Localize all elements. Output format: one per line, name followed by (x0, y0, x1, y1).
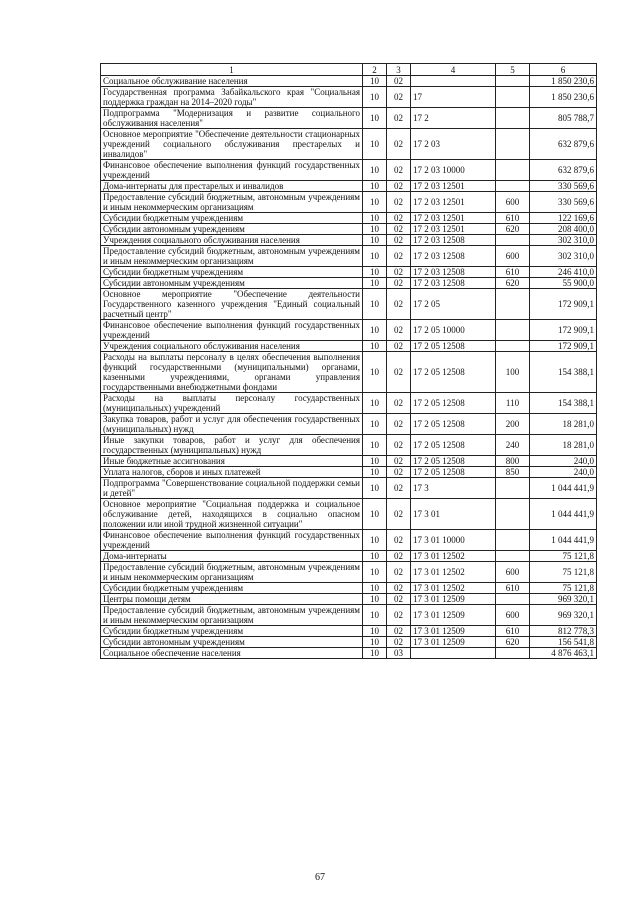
row-expense-type: 610 (496, 267, 530, 278)
row-subsection: 02 (387, 181, 411, 192)
row-target-code: 17 2 03 12508 (411, 246, 496, 267)
table-row (101, 562, 597, 583)
row-subsection: 02 (387, 278, 411, 289)
table-row (101, 246, 597, 267)
row-amount: 172 909,1 (530, 341, 597, 352)
row-target-code: 17 3 (411, 478, 496, 499)
row-expense-type (496, 160, 530, 181)
row-amount: 812 778,3 (530, 626, 597, 637)
row-subsection: 02 (387, 108, 411, 129)
row-expense-type: 620 (496, 637, 530, 648)
row-amount: 75 121,8 (530, 583, 597, 594)
row-amount: 1 044 441,9 (530, 499, 597, 530)
row-expense-type (496, 478, 530, 499)
row-expense-type: 610 (496, 583, 530, 594)
table-row (101, 235, 597, 246)
row-amount: 302 310,0 (530, 246, 597, 267)
row-expense-type (496, 530, 530, 551)
table-row (101, 76, 597, 87)
row-name: Субсидии автономным учреждениям (101, 224, 363, 235)
row-subsection: 02 (387, 235, 411, 246)
row-expense-type: 850 (496, 467, 530, 478)
row-subsection: 02 (387, 456, 411, 467)
row-name: Государственная программа Забайкальского края "Социальная поддержка граждан на 2014–2020 годы" (101, 87, 363, 108)
row-target-code: 17 2 05 (411, 289, 496, 320)
row-target-code: 17 2 05 12508 (411, 393, 496, 414)
row-subsection: 02 (387, 267, 411, 278)
row-name: Дома-интернаты (101, 551, 363, 562)
row-section: 10 (363, 278, 387, 289)
row-expense-type (496, 129, 530, 160)
row-section: 10 (363, 320, 387, 341)
table-row (101, 626, 597, 637)
row-section: 10 (363, 341, 387, 352)
row-subsection: 02 (387, 289, 411, 320)
row-subsection: 02 (387, 87, 411, 108)
table-row (101, 637, 597, 648)
row-amount: 18 281,0 (530, 435, 597, 456)
row-subsection: 02 (387, 583, 411, 594)
row-target-code: 17 3 01 12502 (411, 551, 496, 562)
row-amount: 1 044 441,9 (530, 478, 597, 499)
row-subsection: 02 (387, 160, 411, 181)
row-amount: 969 320,1 (530, 605, 597, 626)
row-name: Учреждения социального обслуживания населения (101, 341, 363, 352)
row-section: 10 (363, 594, 387, 605)
row-section: 10 (363, 605, 387, 626)
row-subsection: 02 (387, 594, 411, 605)
header-col-2: 2 (363, 64, 387, 76)
row-target-code: 17 2 03 12501 (411, 181, 496, 192)
page-number: 67 (315, 872, 325, 883)
row-target-code: 17 2 03 (411, 129, 496, 160)
table-row (101, 320, 597, 341)
row-expense-type (496, 87, 530, 108)
row-amount: 75 121,8 (530, 562, 597, 583)
row-subsection: 02 (387, 129, 411, 160)
row-subsection: 02 (387, 435, 411, 456)
row-name: Финансовое обеспечение выполнения функций государственных учреждений (101, 160, 363, 181)
row-name: Социальное обеспечение населения (101, 648, 363, 659)
row-target-code: 17 (411, 87, 496, 108)
row-amount: 4 876 463,1 (530, 648, 597, 659)
row-name: Основное мероприятие "Социальная поддержка и социальное обслуживание детей, находящихся в социально опасном положении или иной трудной жизненной ситуации" (101, 499, 363, 530)
header-row (101, 64, 597, 76)
row-name: Основное мероприятие "Обеспечение деятельности стационарных учреждений социального обслуживания престарелых и инвалидов" (101, 129, 363, 160)
row-section: 10 (363, 224, 387, 235)
row-section: 10 (363, 456, 387, 467)
row-subsection: 02 (387, 467, 411, 478)
row-amount: 240,0 (530, 467, 597, 478)
table-row (101, 213, 597, 224)
row-name: Предоставление субсидий бюджетным, автономным учреждениям и иным некоммерческим организациям (101, 605, 363, 626)
row-name: Субсидии бюджетным учреждениям (101, 583, 363, 594)
row-section: 10 (363, 181, 387, 192)
table-row (101, 278, 597, 289)
row-target-code (411, 76, 496, 87)
row-name: Центры помощи детям (101, 594, 363, 605)
row-name: Иные закупки товаров, работ и услуг для обеспечения государственных (муниципальных) нужд (101, 435, 363, 456)
row-name: Субсидии бюджетным учреждениям (101, 267, 363, 278)
table-header (101, 64, 597, 76)
row-expense-type: 110 (496, 393, 530, 414)
row-target-code (411, 648, 496, 659)
row-expense-type (496, 289, 530, 320)
row-section: 10 (363, 637, 387, 648)
row-name: Социальное обслуживание населения (101, 76, 363, 87)
table-row (101, 352, 597, 393)
table-row (101, 192, 597, 213)
row-amount: 969 320,1 (530, 594, 597, 605)
table-row (101, 583, 597, 594)
row-section: 10 (363, 289, 387, 320)
table-row (101, 648, 597, 659)
row-section: 10 (363, 467, 387, 478)
header-col-5: 5 (496, 64, 530, 76)
row-amount: 246 410,0 (530, 267, 597, 278)
table-row (101, 530, 597, 551)
header-col-1: 1 (101, 64, 363, 76)
row-target-code: 17 3 01 12509 (411, 637, 496, 648)
row-expense-type: 620 (496, 224, 530, 235)
row-target-code: 17 3 01 12509 (411, 605, 496, 626)
row-target-code: 17 3 01 (411, 499, 496, 530)
row-name: Иные бюджетные ассигнования (101, 456, 363, 467)
row-target-code: 17 2 05 12508 (411, 456, 496, 467)
table-row (101, 551, 597, 562)
row-target-code: 17 3 01 10000 (411, 530, 496, 551)
row-amount: 330 569,6 (530, 181, 597, 192)
row-subsection: 02 (387, 530, 411, 551)
row-subsection: 02 (387, 224, 411, 235)
row-amount: 172 909,1 (530, 320, 597, 341)
row-name: Финансовое обеспечение выполнения функций государственных учреждений (101, 530, 363, 551)
row-target-code: 17 3 01 12502 (411, 562, 496, 583)
row-name: Субсидии бюджетным учреждениям (101, 213, 363, 224)
row-name: Расходы на выплаты персоналу в целях обеспечения выполнения функций государственными (муниципальными) органами, казенными учреждениями, органами управления государственными внебюджетными фондами (101, 352, 363, 393)
row-name: Учреждения социального обслуживания населения (101, 235, 363, 246)
row-subsection: 02 (387, 637, 411, 648)
row-expense-type (496, 341, 530, 352)
row-section: 10 (363, 76, 387, 87)
table-row (101, 605, 597, 626)
row-expense-type (496, 108, 530, 129)
row-section: 10 (363, 235, 387, 246)
row-target-code: 17 2 03 12501 (411, 213, 496, 224)
row-target-code: 17 2 05 12508 (411, 352, 496, 393)
row-section: 10 (363, 583, 387, 594)
row-expense-type (496, 76, 530, 87)
budget-table (100, 63, 597, 659)
table-row (101, 435, 597, 456)
table-row (101, 267, 597, 278)
table-row (101, 341, 597, 352)
row-target-code: 17 2 03 12508 (411, 278, 496, 289)
row-target-code: 17 2 (411, 108, 496, 129)
table-row (101, 289, 597, 320)
row-amount: 122 169,6 (530, 213, 597, 224)
row-expense-type: 100 (496, 352, 530, 393)
row-expense-type: 610 (496, 626, 530, 637)
row-target-code: 17 2 03 12501 (411, 224, 496, 235)
row-subsection: 02 (387, 341, 411, 352)
row-target-code: 17 2 05 10000 (411, 320, 496, 341)
row-expense-type (496, 551, 530, 562)
row-subsection: 02 (387, 213, 411, 224)
row-target-code: 17 2 03 10000 (411, 160, 496, 181)
row-subsection: 02 (387, 562, 411, 583)
row-amount: 154 388,1 (530, 352, 597, 393)
row-expense-type (496, 499, 530, 530)
row-name: Субсидии автономным учреждениям (101, 637, 363, 648)
row-section: 10 (363, 478, 387, 499)
row-expense-type: 240 (496, 435, 530, 456)
header-col-6: 6 (530, 64, 597, 76)
row-amount: 240,0 (530, 456, 597, 467)
table-row (101, 108, 597, 129)
row-subsection: 02 (387, 478, 411, 499)
row-amount: 154 388,1 (530, 393, 597, 414)
row-subsection: 02 (387, 414, 411, 435)
row-section: 10 (363, 414, 387, 435)
row-amount: 1 044 441,9 (530, 530, 597, 551)
table-body (101, 76, 597, 659)
row-subsection: 02 (387, 192, 411, 213)
row-subsection: 02 (387, 605, 411, 626)
table-row (101, 224, 597, 235)
row-target-code: 17 2 05 12508 (411, 414, 496, 435)
row-name: Субсидии бюджетным учреждениям (101, 626, 363, 637)
table-row (101, 594, 597, 605)
row-expense-type: 600 (496, 246, 530, 267)
row-subsection: 02 (387, 499, 411, 530)
row-amount: 55 900,0 (530, 278, 597, 289)
row-section: 10 (363, 530, 387, 551)
row-name: Закупка товаров, работ и услуг для обеспечения государственных (муниципальных) нужд (101, 414, 363, 435)
table-row (101, 499, 597, 530)
row-subsection: 02 (387, 246, 411, 267)
row-target-code: 17 2 03 12508 (411, 267, 496, 278)
row-section: 10 (363, 160, 387, 181)
row-name: Предоставление субсидий бюджетным, автономным учреждениям и иным некоммерческим организациям (101, 192, 363, 213)
row-section: 10 (363, 562, 387, 583)
row-amount: 330 569,6 (530, 192, 597, 213)
row-amount: 172 909,1 (530, 289, 597, 320)
header-col-4: 4 (411, 64, 496, 76)
row-subsection: 02 (387, 626, 411, 637)
row-section: 10 (363, 192, 387, 213)
row-name: Дома-интернаты для престарелых и инвалидов (101, 181, 363, 192)
row-name: Подпрограмма "Совершенствование социальной поддержки семьи и детей" (101, 478, 363, 499)
row-expense-type: 200 (496, 414, 530, 435)
row-name: Основное мероприятие "Обеспечение деятельности Государственного казенного учреждения "Единый социальный расчетный центр" (101, 289, 363, 320)
row-target-code: 17 2 05 12508 (411, 467, 496, 478)
row-amount: 1 850 230,6 (530, 76, 597, 87)
row-expense-type (496, 235, 530, 246)
row-name: Предоставление субсидий бюджетным, автономным учреждениям и иным некоммерческим организациям (101, 562, 363, 583)
row-subsection: 02 (387, 551, 411, 562)
table-row (101, 456, 597, 467)
table-row (101, 160, 597, 181)
row-section: 10 (363, 87, 387, 108)
row-section: 10 (363, 648, 387, 659)
row-target-code: 17 2 05 12508 (411, 435, 496, 456)
row-subsection: 02 (387, 352, 411, 393)
row-expense-type: 600 (496, 192, 530, 213)
row-name: Уплата налогов, сборов и иных платежей (101, 467, 363, 478)
row-subsection: 02 (387, 76, 411, 87)
row-section: 10 (363, 129, 387, 160)
row-expense-type: 800 (496, 456, 530, 467)
row-target-code: 17 2 03 12508 (411, 235, 496, 246)
row-target-code: 17 2 03 12501 (411, 192, 496, 213)
row-target-code: 17 3 01 12509 (411, 594, 496, 605)
row-section: 10 (363, 267, 387, 278)
row-amount: 208 400,0 (530, 224, 597, 235)
row-expense-type: 600 (496, 562, 530, 583)
row-name: Финансовое обеспечение выполнения функций государственных учреждений (101, 320, 363, 341)
row-section: 10 (363, 393, 387, 414)
table-row (101, 467, 597, 478)
row-target-code: 17 3 01 12502 (411, 583, 496, 594)
row-section: 10 (363, 108, 387, 129)
row-name: Субсидии автономным учреждениям (101, 278, 363, 289)
row-section: 10 (363, 246, 387, 267)
row-subsection: 02 (387, 393, 411, 414)
row-section: 10 (363, 213, 387, 224)
row-section: 10 (363, 435, 387, 456)
row-name: Подпрограмма "Модернизация и развитие социального обслуживания населения" (101, 108, 363, 129)
row-target-code: 17 3 01 12509 (411, 626, 496, 637)
row-expense-type: 620 (496, 278, 530, 289)
row-amount: 805 788,7 (530, 108, 597, 129)
row-section: 10 (363, 551, 387, 562)
row-section: 10 (363, 499, 387, 530)
row-amount: 632 879,6 (530, 160, 597, 181)
row-target-code: 17 2 05 12508 (411, 341, 496, 352)
table-row (101, 181, 597, 192)
row-amount: 1 850 230,6 (530, 87, 597, 108)
row-expense-type: 600 (496, 605, 530, 626)
row-section: 10 (363, 626, 387, 637)
row-amount: 632 879,6 (530, 129, 597, 160)
row-amount: 302 310,0 (530, 235, 597, 246)
table-row (101, 87, 597, 108)
row-subsection: 02 (387, 320, 411, 341)
row-expense-type (496, 594, 530, 605)
row-expense-type (496, 320, 530, 341)
row-expense-type (496, 648, 530, 659)
row-expense-type (496, 181, 530, 192)
table-row (101, 414, 597, 435)
row-section: 10 (363, 352, 387, 393)
row-subsection: 03 (387, 648, 411, 659)
row-expense-type: 610 (496, 213, 530, 224)
row-name: Расходы на выплаты персоналу государственных (муниципальных) учреждений (101, 393, 363, 414)
row-name: Предоставление субсидий бюджетным, автономным учреждениям и иным некоммерческим организациям (101, 246, 363, 267)
row-amount: 75 121,8 (530, 551, 597, 562)
row-amount: 156 541,8 (530, 637, 597, 648)
header-col-3: 3 (387, 64, 411, 76)
table-row (101, 478, 597, 499)
table-row (101, 129, 597, 160)
row-amount: 18 281,0 (530, 414, 597, 435)
table-row (101, 393, 597, 414)
